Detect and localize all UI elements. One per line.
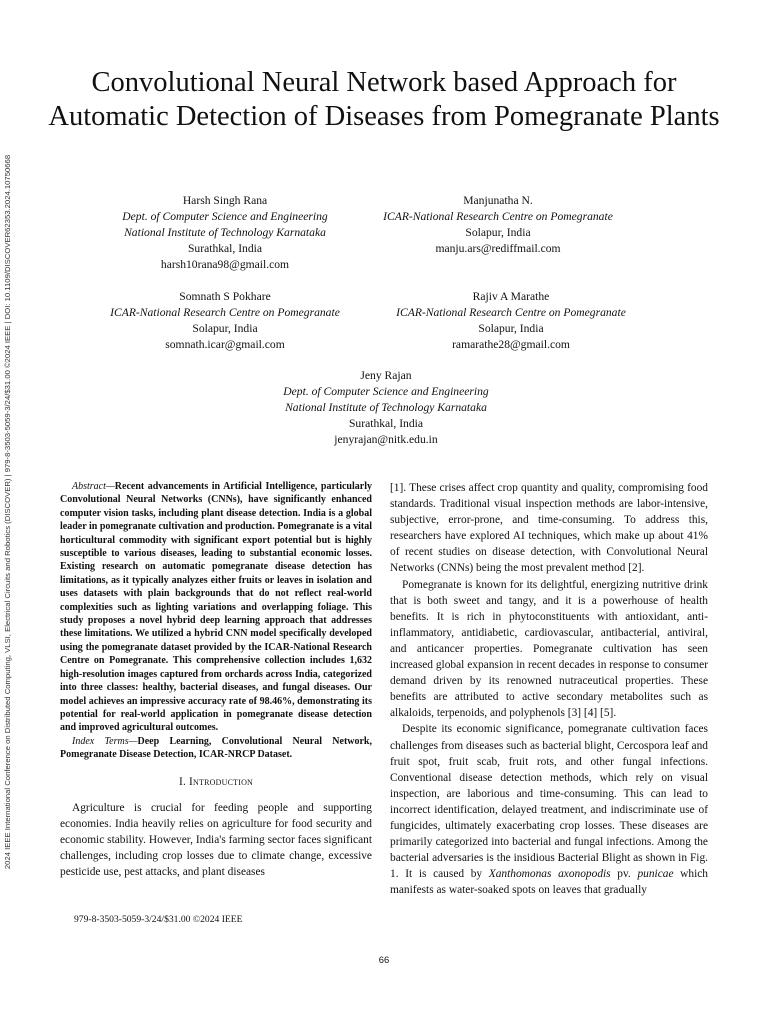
copyright-notice: 979-8-3503-5059-3/24/$31.00 ©2024 IEEE bbox=[74, 914, 243, 925]
left-column bbox=[60, 480, 372, 880]
author-location: Solapur, India bbox=[478, 322, 544, 335]
author-email: ramarathe28@gmail.com bbox=[452, 338, 570, 351]
pathovar-name: punicae bbox=[637, 868, 674, 881]
body-text: Despite its economic significance, pomegranate cultivation faces challenges from diseases such as bacterial blight, Cercospora leaf and fruit spot, fruit scab, fruit rots, and other fungal infections. Conventional disease detection methods, which rely on visual inspection, are laborious and time-consuming. This can lead to incorrect identification, delayed treatment, and indiscriminate use of fungicides, ultimately exacerbating crop losses. These diseases are primarily categorized into bacterial and fungal infections. Among the bacterial adversaries is the insidious Bacterial Blight as shown in Fig. 1. It is caused by bbox=[390, 723, 708, 881]
body-text: which manifests as water-soaked spots on leaves that gradually bbox=[390, 868, 708, 897]
author-email: jenyrajan@nitk.edu.in bbox=[334, 433, 438, 446]
author-name: Manjunatha N. bbox=[463, 194, 533, 207]
body-paragraph: Pomegranate is known for its delightful, energizing nutritive drink that is both sweet and tangy, and it is a powerhouse of health benefits. It is rich in phytoconstituents with antioxidant, anti-inflammatory, antidiabetic, cardiovascular, antibacterial, antiviral, and anticancer properties. Pomegranate cultivation has seen increased global expansion in recent decades in response to consumer demand driven by its renowned nutraceutical properties. These benefits are attributed to active secondary metabolites such as alkaloids, terpenoids, and polyphenols [3] [4] [5]. bbox=[390, 578, 708, 720]
page-number: 66 bbox=[378, 954, 390, 965]
author-block-3 bbox=[60, 289, 390, 353]
species-name: Xanthomonas axonopodis bbox=[488, 868, 611, 881]
author-affiliation: ICAR-National Research Centre on Pomegranate bbox=[396, 306, 626, 319]
author-affiliation: ICAR-National Research Centre on Pomegranate bbox=[110, 306, 340, 319]
author-name: Harsh Singh Rana bbox=[182, 194, 268, 207]
author-affiliation: National Institute of Technology Karnataka bbox=[124, 226, 326, 239]
author-location: Solapur, India bbox=[192, 322, 258, 335]
author-email: manju.ars@rediffmail.com bbox=[435, 242, 561, 255]
author-block-4 bbox=[346, 289, 676, 353]
author-location: Surathkal, India bbox=[187, 242, 263, 255]
author-email: harsh10rana98@gmail.com bbox=[160, 258, 290, 271]
abstract-label: Abstract— bbox=[72, 481, 115, 492]
index-terms-label: Index Terms— bbox=[72, 735, 138, 747]
author-name: Rajiv A Marathe bbox=[472, 290, 550, 303]
abstract-text: Recent advancements in Artificial Intelligence, particularly Convolutional Neural Networks (CNNs), have significantly enhanced computer vision tasks, including plant disease detection. India is a global leader in pomegranate cultivation and production. Pomegranate is a vital horticultural commodity with significant export potential but is highly susceptible to various diseases, leading to substantial economic losses. Existing research on automatic pomegranate disease detection has limitations, as it typically analyzes either fruits or leaves in isolation and uses datasets with plain backgrounds that do not reflect real-world complexities such as lighting variations and overlapping foliage. This study proposes a novel hybrid deep learning approach that addresses these limitations. We utilized a hybrid CNN model specifically developed using the pomegranate dataset provided by the ICAR-National Research Centre on Pomegranate. This comprehensive collection includes 1,632 high-resolution images captured from orchards across India, categorized into three classes: healthy, bacterial diseases, and fungal diseases. Our model achieves an impressive accuracy rate of 98.46%, demonstrating its potential for real-world application in pomegranate disease detection and improved agricultural outcomes. bbox=[60, 481, 372, 734]
body-paragraph bbox=[390, 721, 708, 898]
author-name: Jeny Rajan bbox=[360, 369, 412, 382]
author-affiliation: National Institute of Technology Karnataka bbox=[285, 401, 487, 414]
author-affiliation: Dept. of Computer Science and Engineering bbox=[283, 385, 489, 398]
paper-title: Convolutional Neural Network based Approach for Automatic Detection of Diseases from Pomegranate Plants bbox=[48, 67, 720, 132]
author-name: Somnath S Pokhare bbox=[179, 290, 271, 303]
author-email: somnath.icar@gmail.com bbox=[165, 338, 285, 351]
index-terms bbox=[60, 735, 372, 762]
abstract bbox=[60, 480, 372, 735]
author-block-5 bbox=[221, 368, 551, 448]
author-location: Surathkal, India bbox=[348, 417, 424, 430]
body-text: pv. bbox=[610, 868, 638, 881]
index-terms-text: Deep Learning, Convolutional Neural Network, Pomegranate Disease Detection, ICAR-NRCP Dataset. bbox=[60, 735, 372, 761]
author-block-2 bbox=[333, 193, 663, 257]
right-column bbox=[390, 480, 708, 898]
author-location: Solapur, India bbox=[465, 226, 531, 239]
intro-paragraph: Agriculture is crucial for feeding people and supporting economies. India heavily relies on agriculture for food security and economic stability. However, India's farming sector faces significant challenges, including crop losses due to climate change, excessive pesticide use, pest attacks, and plant diseases bbox=[60, 801, 372, 878]
section-heading: I. Introduction bbox=[178, 775, 254, 788]
body-paragraph: [1]. These crises affect crop quantity and quality, compromising food standards. Traditional visual inspection methods are labor-intensive, subjective, error-prone, and time-consuming. To address this, researchers have explored AI techniques, which make up about 41% of recent studies on disease detection, with Convolutional Neural Networks (CNNs) being the most prevalent method [2]. bbox=[390, 482, 708, 575]
author-affiliation: ICAR-National Research Centre on Pomegranate bbox=[383, 210, 613, 223]
author-affiliation: Dept. of Computer Science and Engineering bbox=[122, 210, 328, 223]
conference-sidebar: 2024 IEEE International Conference on Distributed Computing, VLSI, Electrical Circuits and Robotics (DISCOVER) | 979-8-3503-5059-3/24/$31.00 ©2024 IEEE | DOI: 10.1109/DISCOVER62353.2024.10750668 bbox=[3, 154, 12, 870]
